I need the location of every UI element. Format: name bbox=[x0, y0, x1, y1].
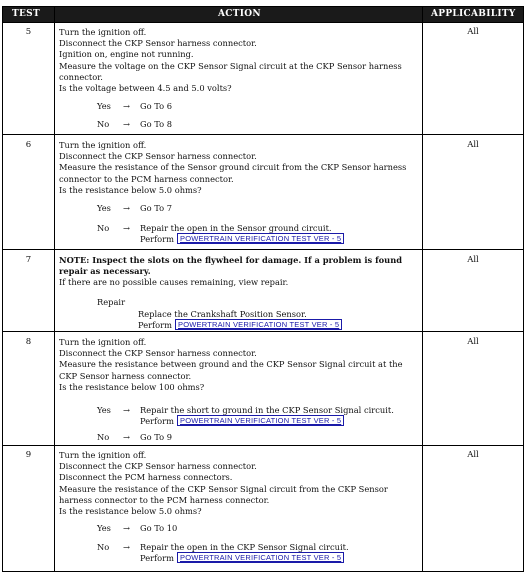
row-divider bbox=[3, 249, 523, 250]
test-number: 6 bbox=[25, 140, 32, 150]
action-line: Turn the ignition off. bbox=[59, 450, 147, 460]
perform-label: Perform bbox=[138, 320, 172, 330]
no-label: No bbox=[97, 119, 110, 129]
action-line: Disconnect the CKP Sensor harness connector. bbox=[59, 348, 257, 359]
no-label: No bbox=[97, 223, 110, 233]
note-text: NOTE: Inspect the slots on the flywheel for damage. If a problem is found repair as necessary. bbox=[59, 255, 403, 277]
action-line: Disconnect the PCM harness connectors. bbox=[59, 472, 233, 483]
action-line: Turn the ignition off. bbox=[59, 337, 147, 347]
repair-text: Replace the Crankshaft Position Sensor. bbox=[138, 309, 307, 319]
yes-result: Go To 10 bbox=[140, 523, 178, 533]
action-line: If there are no possible causes remaining, view repair. bbox=[59, 277, 289, 288]
yes-result: Go To 7 bbox=[140, 203, 173, 213]
applicability-value: All bbox=[467, 255, 479, 265]
row-divider bbox=[3, 331, 523, 332]
test-number: 9 bbox=[25, 450, 32, 460]
action-line: Is the voltage between 4.5 and 5.0 volts? bbox=[59, 83, 232, 94]
action-text bbox=[59, 450, 423, 517]
header-applicability: APPLICABILITY bbox=[431, 9, 516, 19]
action-line: Disconnect the CKP Sensor harness connector. bbox=[59, 38, 257, 49]
no-result: Repair the open in the Sensor ground circuit. bbox=[140, 223, 332, 233]
yes-label: Yes bbox=[97, 405, 111, 415]
action-line: Measure the voltage on the CKP Sensor Signal circuit at the CKP Sensor harness connector. bbox=[59, 60, 402, 82]
repair-label: Repair bbox=[97, 297, 126, 307]
action-text bbox=[59, 27, 423, 94]
arrow-icon: → bbox=[123, 119, 130, 129]
test-number: 5 bbox=[25, 27, 32, 37]
arrow-icon: → bbox=[123, 523, 130, 533]
test-number: 8 bbox=[25, 337, 32, 347]
yes-label: Yes bbox=[97, 101, 111, 111]
no-label: No bbox=[97, 432, 110, 442]
row-divider bbox=[3, 134, 523, 135]
powertrain-verification-link[interactable]: POWERTRAIN VERIFICATION TEST VER - 5 bbox=[177, 415, 344, 426]
action-line: Is the resistance below 5.0 ohms? bbox=[59, 184, 202, 195]
table-header bbox=[3, 7, 523, 22]
no-result: Go To 9 bbox=[140, 432, 173, 442]
applicability-value: All bbox=[467, 140, 479, 150]
action-line: Turn the ignition off. bbox=[59, 140, 147, 150]
action-line: Is the resistance below 5.0 ohms? bbox=[59, 506, 202, 517]
action-line: Measure the resistance of the CKP Sensor Signal circuit from the CKP Sensor harness connector to the PCM harness connector. bbox=[59, 483, 388, 505]
arrow-icon: → bbox=[123, 101, 130, 111]
action-line: Measure the resistance of the Sensor ground circuit from the CKP Sensor harness connector to the PCM harness connector. bbox=[59, 162, 407, 184]
row-divider bbox=[3, 22, 523, 23]
applicability-value: All bbox=[467, 337, 479, 347]
powertrain-verification-link[interactable]: POWERTRAIN VERIFICATION TEST VER - 5 bbox=[177, 552, 344, 563]
action-line: Ignition on, engine not running. bbox=[59, 49, 194, 60]
header-test: TEST bbox=[12, 9, 40, 19]
action-text bbox=[59, 255, 423, 289]
perform-label: Perform bbox=[140, 234, 174, 244]
applicability-value: All bbox=[467, 27, 479, 37]
action-line: Disconnect the CKP Sensor harness connector. bbox=[59, 461, 257, 472]
action-line: Measure the resistance between ground and the CKP Sensor Signal circuit at the CKP Sensor harness connector. bbox=[59, 359, 403, 381]
yes-label: Yes bbox=[97, 523, 111, 533]
action-line: Is the resistance below 100 ohms? bbox=[59, 381, 205, 392]
test-number: 7 bbox=[25, 255, 32, 265]
arrow-icon: → bbox=[123, 223, 130, 233]
no-result: Go To 8 bbox=[140, 119, 173, 129]
action-line: Turn the ignition off. bbox=[59, 27, 147, 37]
arrow-icon: → bbox=[123, 203, 130, 213]
row-divider bbox=[3, 445, 523, 446]
no-result: Repair the open in the CKP Sensor Signal circuit. bbox=[140, 542, 349, 552]
yes-label: Yes bbox=[97, 203, 111, 213]
arrow-icon: → bbox=[123, 542, 130, 552]
arrow-icon: → bbox=[123, 432, 130, 442]
yes-result: Go To 6 bbox=[140, 101, 173, 111]
powertrain-verification-link[interactable]: POWERTRAIN VERIFICATION TEST VER - 5 bbox=[175, 319, 342, 330]
diagnostic-table bbox=[2, 6, 524, 572]
applicability-value: All bbox=[467, 450, 479, 460]
action-line: Disconnect the CKP Sensor harness connector. bbox=[59, 151, 257, 162]
perform-label: Perform bbox=[140, 553, 174, 563]
action-text bbox=[59, 140, 423, 196]
powertrain-verification-link[interactable]: POWERTRAIN VERIFICATION TEST VER - 5 bbox=[177, 233, 344, 244]
perform-label: Perform bbox=[140, 416, 174, 426]
arrow-icon: → bbox=[123, 405, 130, 415]
header-action: ACTION bbox=[218, 9, 261, 19]
yes-result: Repair the short to ground in the CKP Sensor Signal circuit. bbox=[140, 405, 394, 415]
no-label: No bbox=[97, 542, 110, 552]
column-divider bbox=[54, 7, 55, 571]
action-text bbox=[59, 337, 423, 393]
